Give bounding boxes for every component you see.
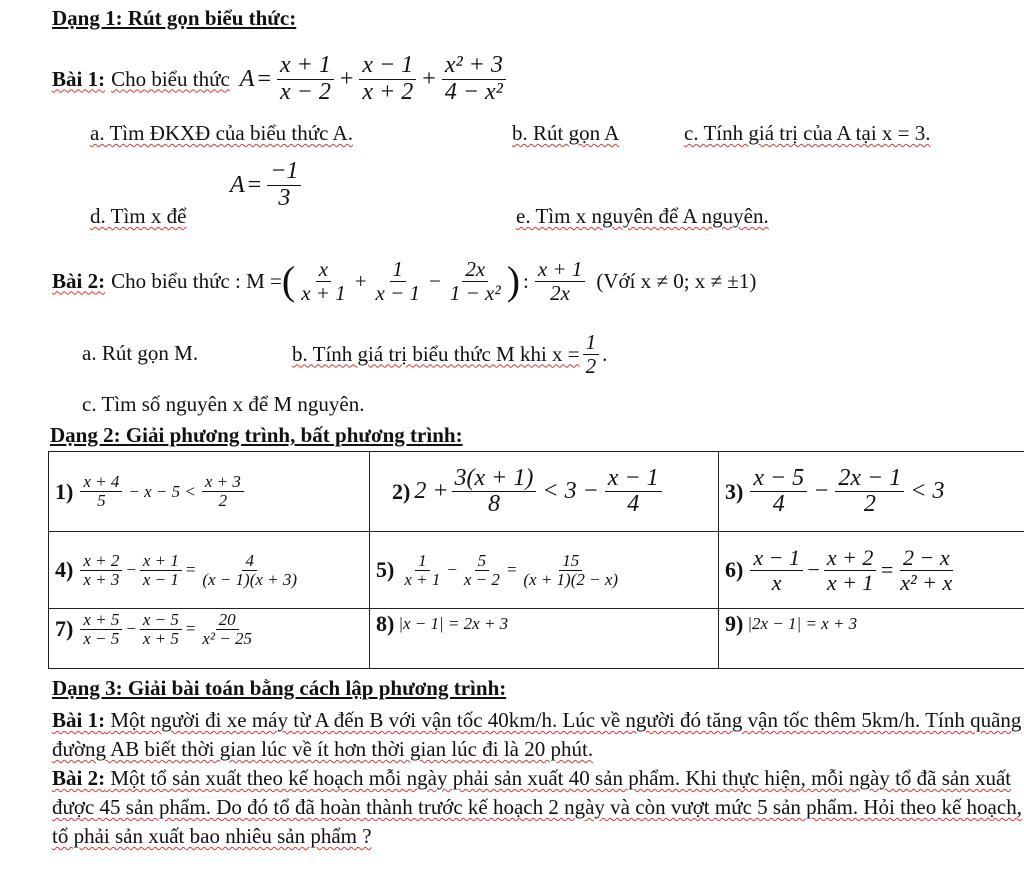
d1-bai2-label: Bài 2: — [52, 268, 106, 293]
cell6-frac-c — [897, 546, 955, 593]
colon-sign: : — [522, 268, 529, 293]
cell1-frac-a — [80, 473, 122, 510]
cell5-frac-a-den: x + 1 — [404, 569, 441, 589]
d1-item-d-formula — [230, 152, 304, 218]
d1-bai1-line — [52, 46, 509, 112]
cell5-frac-a-num: 1 — [415, 552, 430, 571]
section-title-dang-3: Dạng 3: Giải bài toán bằng cách lập phương trình: — [52, 676, 507, 700]
problem-number: 8) — [376, 611, 395, 636]
m-fraction-2-num: 1 — [390, 258, 407, 281]
fraction-3-den: 4 − x² — [444, 78, 503, 105]
minus-sign: − — [429, 268, 441, 293]
cell4-frac-c — [199, 552, 300, 589]
table-cell-6 — [719, 532, 1024, 609]
d3-bai2 — [52, 764, 1024, 851]
m-fraction-3-den: 1 − x² — [449, 280, 501, 305]
minus-sign: − — [446, 560, 458, 579]
table-row — [49, 532, 1024, 609]
table-cell-4 — [49, 532, 370, 609]
m-condition: (Vớí x ≠ 0; x ≠ ±1) — [596, 268, 757, 293]
fraction-1-num: x + 1 — [277, 53, 334, 79]
m-fraction-1 — [298, 258, 349, 303]
cell6-frac-a — [750, 546, 803, 593]
fraction-3-num: x² + 3 — [442, 53, 506, 79]
cell4-frac-b-num: x + 1 — [140, 552, 182, 571]
table-cell-9 — [719, 609, 1024, 669]
cell3-frac-b — [835, 466, 904, 517]
section-title-dang-2: Dạng 2: Giải phương trình, bất phương trình: — [50, 423, 463, 447]
cell2-frac-b-num: x − 1 — [605, 466, 662, 492]
equals-sign: = — [257, 65, 272, 92]
problem-number: 7) — [55, 616, 74, 642]
d1-item-c: c. Tính giá trị của A tại x = 3. — [684, 121, 931, 145]
plus-sign: + — [422, 65, 436, 92]
cell7-frac-a-num: x + 5 — [80, 611, 122, 630]
m-fraction-4-den: 2x — [550, 280, 570, 305]
cell7-frac-a — [80, 611, 122, 648]
cell6-frac-b-num: x + 2 — [824, 546, 877, 570]
cell1-frac-b — [202, 473, 244, 510]
cell4-frac-c-num: 4 — [242, 552, 257, 571]
fraction-1 — [277, 53, 334, 104]
section-title-dang-1: Dạng 1: Rút gọn biểu thức: — [52, 6, 297, 30]
m-b-fraction-den: 2 — [585, 353, 597, 378]
d1-m-item-c: c. Tìm số nguyên x để M nguyên. — [82, 392, 365, 416]
cell2-frac-a-num: 3(x + 1) — [452, 466, 537, 492]
d1-item-e: e. Tìm x nguyên để A nguyên. — [516, 204, 769, 228]
minus-sign: − — [805, 557, 821, 582]
cell4-frac-c-den: (x − 1)(x + 3) — [202, 569, 298, 589]
cell7-frac-b-den: x + 5 — [142, 628, 179, 648]
cell4-frac-b — [140, 552, 182, 589]
cell2-frac-b-den: 4 — [627, 491, 640, 517]
cell2-frac-a-den: 8 — [487, 491, 500, 517]
minus-sign: − — [125, 560, 137, 579]
d1-item-d: d. Tìm x để — [90, 204, 187, 228]
m-fraction-4 — [535, 258, 586, 303]
m-b-fraction — [583, 331, 600, 376]
fraction-2-den: x + 2 — [362, 78, 414, 105]
cell6-frac-c-num: 2 − x — [900, 546, 953, 570]
fraction-2-num: x − 1 — [359, 53, 416, 79]
cell1-frac-a-den: 5 — [97, 491, 106, 510]
problem-number: 2) — [392, 478, 411, 504]
equals-sign: = — [879, 557, 895, 582]
problem-number: 4) — [55, 557, 74, 582]
d1-item-b: b. Rút gọn A — [512, 121, 620, 145]
table-cell-5 — [370, 532, 719, 609]
table-cell-1 — [49, 452, 370, 532]
cell6-frac-a-den: x — [771, 569, 782, 595]
cell3-frac-b-num: 2x − 1 — [835, 466, 904, 492]
cell3-frac-a-num: x − 5 — [750, 466, 807, 492]
d3-bai2-label: Bài 2: — [52, 766, 106, 790]
cell7-frac-c — [199, 611, 255, 648]
m-fraction-2 — [373, 258, 424, 303]
fraction-1-den: x − 2 — [280, 78, 331, 105]
d1-bai2-text: Cho biểu thức : M = — [111, 268, 282, 293]
problem-number: 5) — [376, 557, 395, 582]
cell5-frac-c-den: (x + 1)(2 − x) — [523, 569, 619, 589]
m-fraction-3-num: 2x — [462, 258, 488, 281]
table-cell-7 — [49, 609, 370, 669]
cell3-frac-a — [750, 466, 807, 517]
equals-sign: = — [184, 560, 197, 579]
cell6-frac-c-den: x² + x — [900, 569, 953, 595]
fraction-d-den: 3 — [278, 184, 291, 211]
equals-sign: = — [247, 171, 262, 198]
problem-number: 9) — [725, 611, 744, 636]
d1-m-item-a: a. Rút gọn M. — [82, 341, 199, 365]
cell4-frac-a-num: x + 2 — [80, 552, 122, 571]
cell2-frac-a — [452, 466, 537, 517]
cell5-frac-c-num: 15 — [559, 552, 582, 571]
fraction-3 — [442, 53, 506, 104]
cell9-equation: |2x − 1| = x + 3 — [747, 614, 858, 633]
cell5-frac-b-den: x − 2 — [463, 569, 500, 589]
equations-table — [48, 451, 1024, 669]
m-fraction-3 — [447, 258, 504, 303]
cell7-frac-a-den: x − 5 — [83, 628, 120, 648]
cell6-frac-b-den: x + 1 — [826, 569, 874, 595]
plus-sign: + — [354, 268, 367, 293]
var-A: A — [239, 65, 255, 92]
d1-item-a: a. Tìm ĐKXĐ của biểu thức A. — [90, 121, 353, 145]
m-fraction-1-num: x — [316, 258, 331, 281]
plus-sign: + — [339, 65, 354, 92]
cell6-frac-a-num: x − 1 — [750, 546, 803, 570]
minus-sign: − — [125, 619, 137, 639]
m-b-fraction-num: 1 — [583, 331, 600, 354]
cell1-mid: − x − 5 < — [128, 481, 196, 501]
d3-bai1-text: Một người đi xe máy từ A đến B với vận tốc 40km/h. Lúc về người đó tăng vận tốc thêm 5km/h. Tính quãng đường AB biết thời gian lúc về ít hơn thời gian lúc đi là 20 phút. — [52, 708, 1022, 761]
d1-m-item-b — [292, 326, 607, 382]
cell2-mid: < 3 − — [542, 478, 599, 504]
equals-sign: = — [505, 560, 518, 579]
cell3-mid: − — [813, 478, 830, 504]
cell8-equation: |x − 1| = 2x + 3 — [398, 614, 509, 633]
m-fraction-1-den: x + 1 — [301, 280, 346, 305]
cell2-pre: 2 + — [414, 478, 449, 504]
cell1-frac-a-num: x + 4 — [80, 473, 122, 492]
m-fraction-4-num: x + 1 — [535, 258, 586, 281]
cell4-frac-b-den: x − 1 — [142, 569, 179, 589]
cell7-frac-c-num: 20 — [216, 611, 239, 630]
problem-number: 1) — [55, 478, 74, 504]
fraction-2 — [359, 53, 416, 104]
d3-bai1-label: Bài 1: — [52, 708, 106, 732]
equals-sign: = — [184, 619, 197, 639]
table-cell-3 — [719, 452, 1024, 532]
cell3-post: < 3 — [910, 478, 945, 504]
cell5-frac-a — [401, 552, 443, 589]
table-row — [49, 452, 1024, 532]
cell5-frac-b-num: 5 — [475, 552, 490, 571]
problem-number: 6) — [725, 557, 744, 582]
d1-bai1-label: Bài 1: — [52, 66, 106, 91]
cell4-frac-a — [80, 552, 122, 589]
cell5-frac-b — [461, 552, 503, 589]
table-row — [49, 609, 1024, 669]
problem-number: 3) — [725, 478, 744, 504]
period: . — [602, 341, 608, 366]
cell4-frac-a-den: x + 3 — [83, 569, 120, 589]
d3-bai2-text: Một tổ sản xuất theo kế hoạch mỗi ngày phải sản xuất 40 sản phẩm. Khi thực hiện, mỗi ngày tổ đã sản xuất được 45 sản phẩm. Do đó tổ đã hoàn thành trước kế hoạch 2 ngày và còn vượt mức 5 sản phẩm. Hỏi theo kế hoạch, tổ phải sản xuất bao nhiêu sản phẩm ? — [52, 766, 1022, 848]
right-paren: ) — [506, 258, 520, 304]
d1-bai2-line — [52, 246, 756, 316]
cell7-frac-b-num: x − 5 — [140, 611, 182, 630]
left-paren: ( — [281, 258, 296, 304]
table-cell-2 — [370, 452, 719, 532]
cell7-frac-b — [140, 611, 182, 648]
cell2-frac-b — [605, 466, 662, 517]
var-A: A — [230, 171, 245, 198]
cell6-frac-b — [824, 546, 877, 593]
d1-bai1-text: Cho biểu thức — [111, 66, 230, 91]
cell1-frac-b-num: x + 3 — [202, 473, 244, 492]
fraction-d — [267, 159, 301, 210]
d1-m-item-b-text: b. Tính giá trị biểu thức M khi x = — [292, 341, 580, 366]
d3-bai1 — [52, 706, 1024, 764]
m-fraction-2-den: x − 1 — [375, 280, 421, 305]
cell1-frac-b-den: 2 — [218, 491, 228, 510]
cell3-frac-a-den: 4 — [772, 491, 785, 517]
cell3-frac-b-den: 2 — [863, 491, 876, 517]
cell5-frac-c — [520, 552, 621, 589]
cell7-frac-c-den: x² − 25 — [202, 628, 252, 648]
table-cell-8 — [370, 609, 719, 669]
fraction-d-num: −1 — [267, 159, 301, 185]
